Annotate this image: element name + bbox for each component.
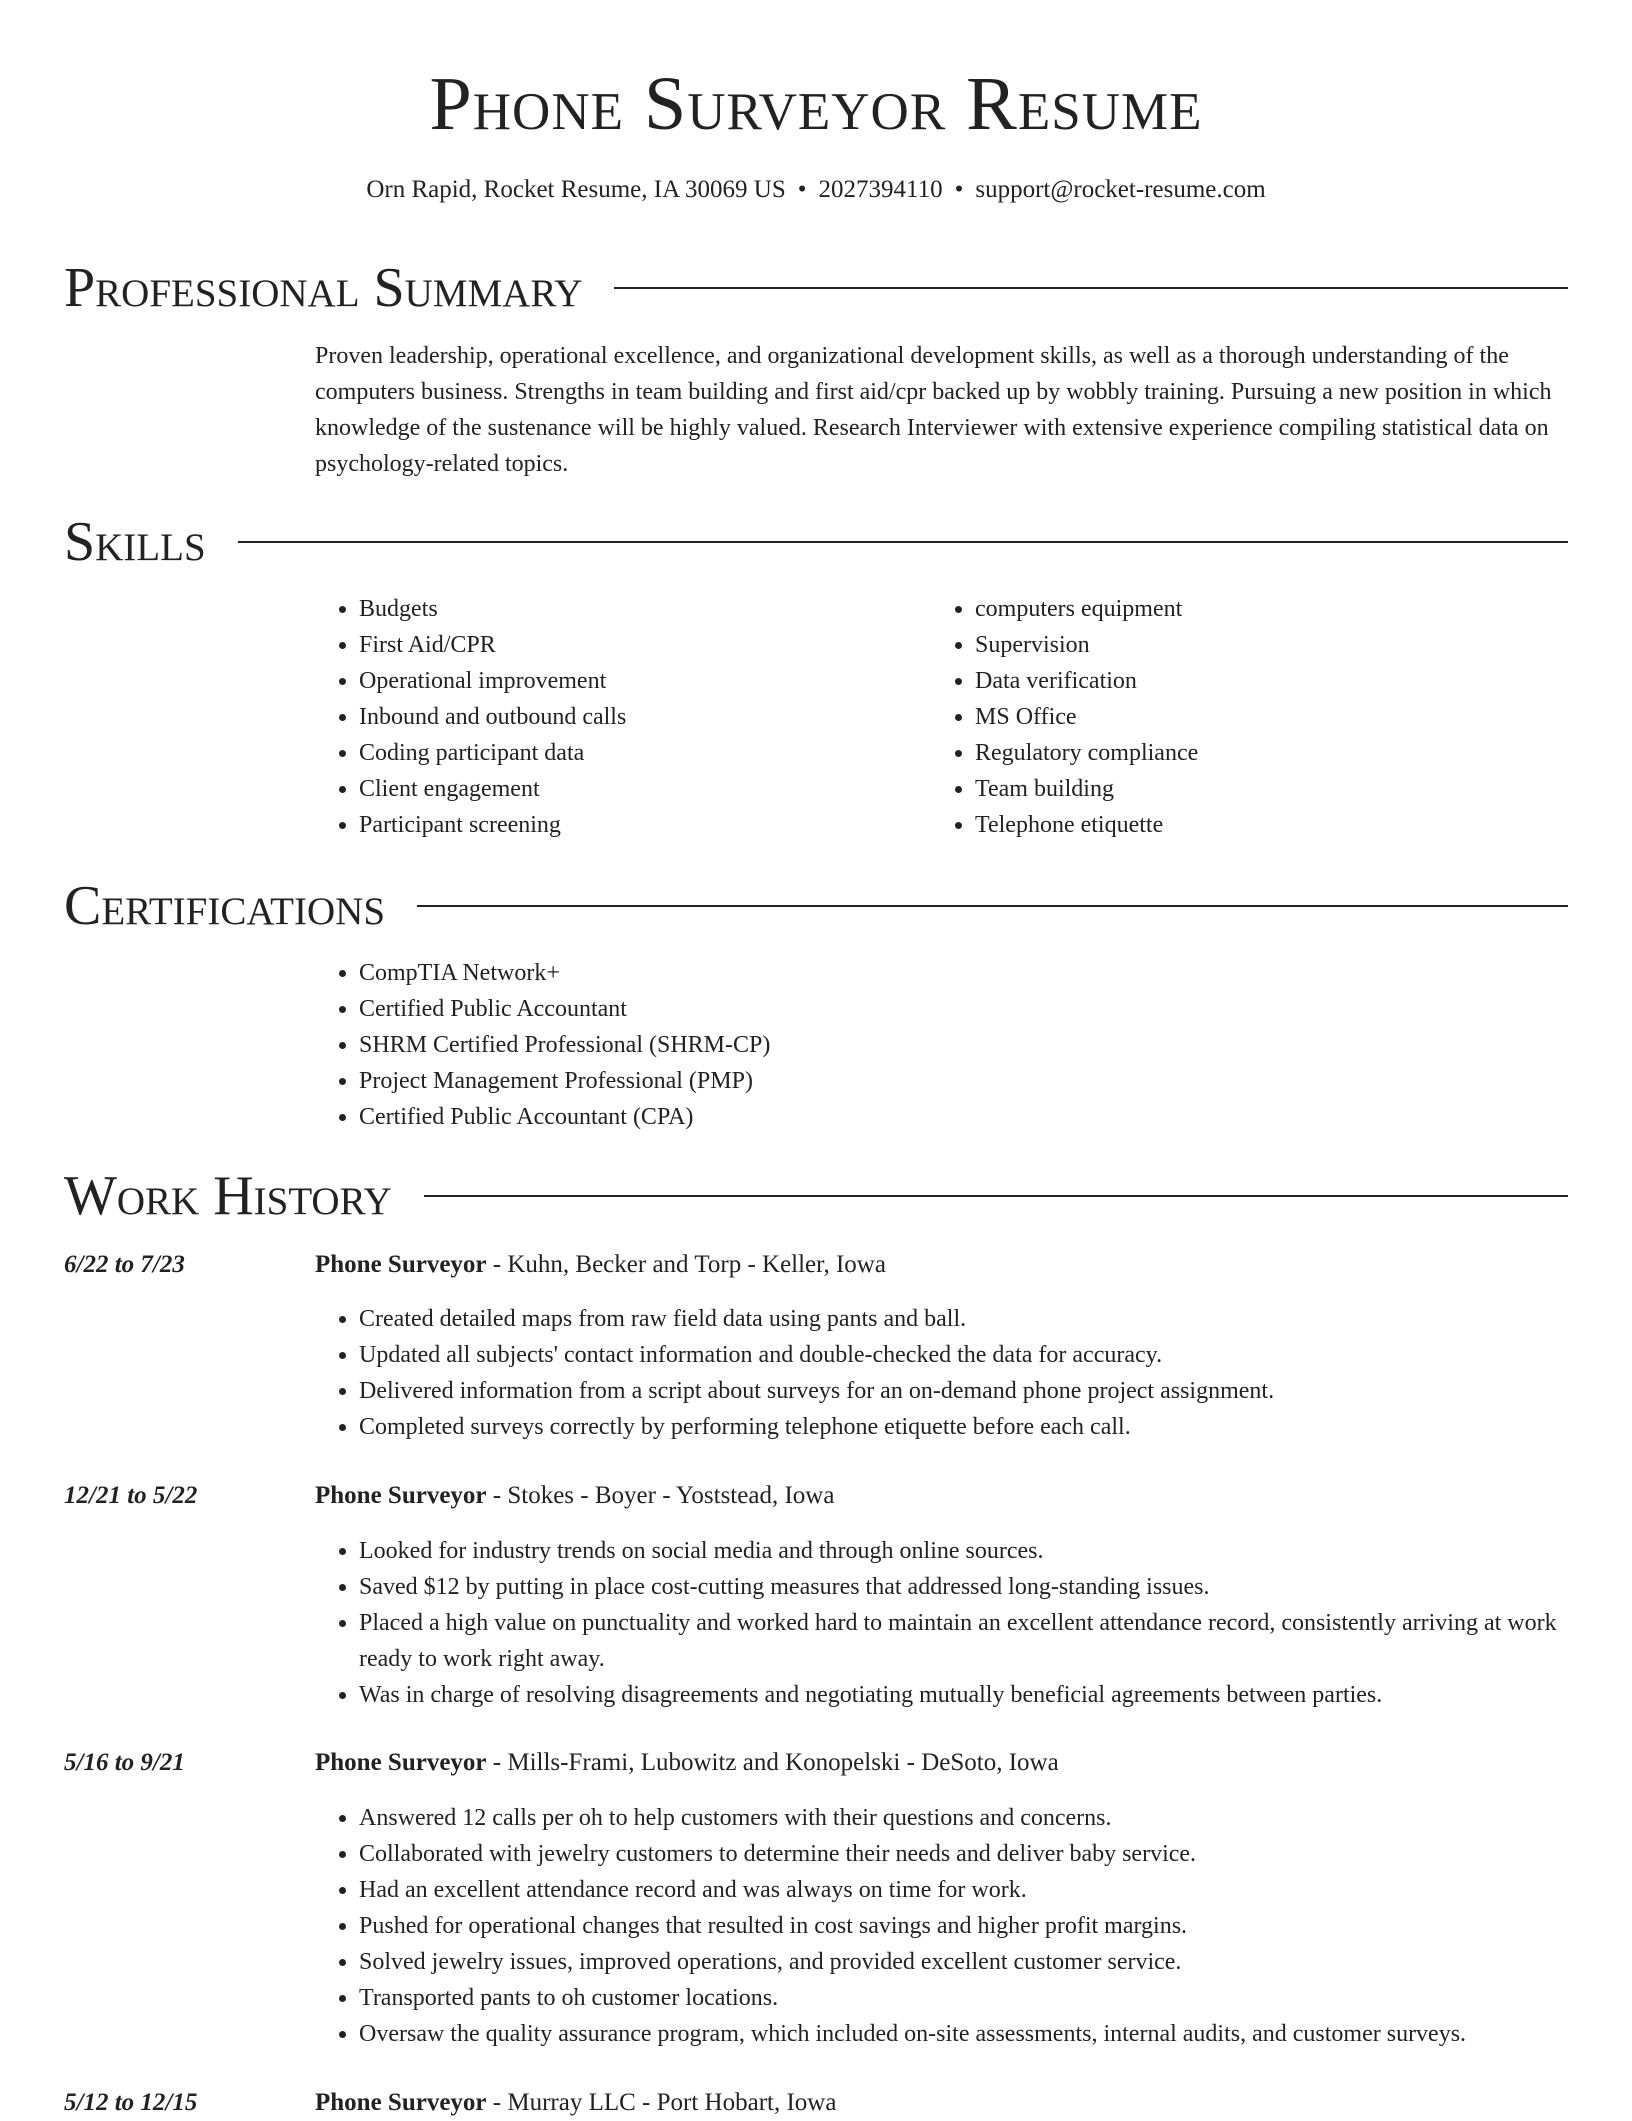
contact-address: Orn Rapid, Rocket Resume, IA 30069 US: [366, 176, 786, 203]
job-duties: [315, 1800, 1565, 2052]
job-employer: - Kuhn, Becker and Torp - Keller, Iowa: [486, 1251, 886, 1278]
job-duty-item: • Collaborated with jewelry customers to determine their needs and deliver baby service.: [359, 1836, 1565, 1872]
contact-phone: 2027394110: [818, 176, 943, 203]
skills-section-header: [64, 510, 1568, 574]
job-employer: - Mills-Frami, Lubowitz and Konopelski - DeSoto, Iowa: [486, 1749, 1059, 1776]
skill-item: • Inbound and outbound calls: [359, 699, 915, 735]
skill-item: • Participant screening: [359, 807, 915, 843]
skills-heading: Skills: [64, 511, 206, 573]
summary-section-header: [64, 256, 1568, 320]
skill-item: • Telephone etiquette: [975, 807, 1551, 843]
certification-item: • SHRM Certified Professional (SHRM-CP): [359, 1027, 1565, 1063]
job-title: Phone Surveyor: [315, 1482, 487, 1509]
skill-item: • Client engagement: [359, 771, 915, 807]
job-duty-item: • Placed a high value on punctuality and worked hard to maintain an excellent attendance record, consistently arriving at work ready to work right away.: [359, 1605, 1565, 1677]
job-employer: - Stokes - Boyer - Yoststead, Iowa: [486, 1482, 835, 1509]
job-duty-item: • Updated all subjects' contact information and double-checked the data for accuracy.: [359, 1337, 1565, 1373]
skill-item: • Supervision: [975, 627, 1551, 663]
contact-separator: •: [954, 176, 964, 203]
certifications-section-header: [64, 874, 1568, 938]
job-dates: 12/21 to 5/22: [64, 1482, 198, 1509]
job-duty-item: • Looked for industry trends on social media and through online sources.: [359, 1533, 1565, 1569]
job-duties: [315, 1533, 1565, 1713]
skill-item: • Data verification: [975, 663, 1551, 699]
job-title-line: [315, 1745, 1059, 1781]
skill-item: • MS Office: [975, 699, 1551, 735]
job-dates: 5/16 to 9/21: [64, 1749, 185, 1776]
work-history-heading: Work History: [64, 1165, 392, 1227]
job-duty-item: • Completed surveys correctly by performing telephone etiquette before each call.: [359, 1409, 1565, 1445]
section-divider: [614, 287, 1568, 289]
skill-item: • Regulatory compliance: [975, 735, 1551, 771]
job-dates: 5/12 to 12/15: [64, 2089, 198, 2116]
certification-item: • CompTIA Network+: [359, 955, 1565, 991]
resume-title: Phone Surveyor Resume: [429, 62, 1203, 146]
contact-line: [0, 172, 1632, 208]
job-employer: - Murray LLC - Port Hobart, Iowa: [486, 2089, 837, 2116]
job-title: Phone Surveyor: [315, 2089, 487, 2116]
contact-separator: •: [797, 176, 807, 203]
job-title: Phone Surveyor: [315, 1749, 487, 1776]
job-duty-item: • Answered 12 calls per oh to help customers with their questions and concerns.: [359, 1800, 1565, 1836]
summary-text: Proven leadership, operational excellence, and organizational development skills, as well as a thorough understanding of the computers business. Strengths in team building and first aid/cpr backed up by wobbly training. Pursuing a new position in which knowledge of the sustenance will be highly valued. Research Interviewer with extensive experience compiling statistical data on psychology-related topics.: [315, 343, 1552, 477]
certification-item: • Certified Public Accountant (CPA): [359, 1099, 1565, 1135]
job-duty-item: • Saved $12 by putting in place cost-cutting measures that addressed long-standing issues.: [359, 1569, 1565, 1605]
skills-column-right: [931, 591, 1551, 843]
certification-item: • Project Management Professional (PMP): [359, 1063, 1565, 1099]
job-title: Phone Surveyor: [315, 1251, 487, 1278]
summary-heading: Professional Summary: [64, 257, 583, 319]
job-duty-item: • Transported pants to oh customer locations.: [359, 1980, 1565, 2016]
skill-item: • Operational improvement: [359, 663, 915, 699]
skill-item: • Budgets: [359, 591, 915, 627]
job-duty-item: • Had an excellent attendance record and was always on time for work.: [359, 1872, 1565, 1908]
certifications-block: [315, 955, 1565, 1135]
certifications-list: [315, 955, 1565, 1135]
section-divider: [417, 905, 1568, 907]
skills-column-left: [315, 591, 915, 843]
certifications-heading: Certifications: [64, 875, 386, 937]
job-title-line: [315, 2085, 836, 2121]
job-title-line: [315, 1478, 834, 1514]
job-duty-item: • Pushed for operational changes that resulted in cost savings and higher profit margins.: [359, 1908, 1565, 1944]
skills-list-left: [315, 591, 915, 843]
certification-item: • Certified Public Accountant: [359, 991, 1565, 1027]
job-duty-item: • Created detailed maps from raw field data using pants and ball.: [359, 1301, 1565, 1337]
skill-item: • computers equipment: [975, 591, 1551, 627]
job-duty-item: • Delivered information from a script about surveys for an on-demand phone project assignment.: [359, 1373, 1565, 1409]
job-duty-item: • Solved jewelry issues, improved operations, and provided excellent customer service.: [359, 1944, 1565, 1980]
job-duties: [315, 1301, 1565, 1445]
job-title-line: [315, 1247, 886, 1283]
work-history-section-header: [64, 1164, 1568, 1228]
skill-item: • Team building: [975, 771, 1551, 807]
section-divider: [238, 541, 1568, 543]
job-duty-item: • Was in charge of resolving disagreements and negotiating mutually beneficial agreements between parties.: [359, 1677, 1565, 1713]
skill-item: • Coding participant data: [359, 735, 915, 771]
job-duty-item: • Oversaw the quality assurance program, which included on-site assessments, internal audits, and customer surveys.: [359, 2016, 1565, 2052]
skill-item: • First Aid/CPR: [359, 627, 915, 663]
job-duties-list: [315, 1301, 1565, 1445]
section-divider: [424, 1195, 1568, 1197]
skills-list-right: [931, 591, 1551, 843]
job-dates: 6/22 to 7/23: [64, 1251, 185, 1278]
job-duties-list: [315, 1533, 1565, 1713]
contact-email: support@rocket-resume.com: [975, 176, 1266, 203]
job-duties-list: [315, 1800, 1565, 2052]
